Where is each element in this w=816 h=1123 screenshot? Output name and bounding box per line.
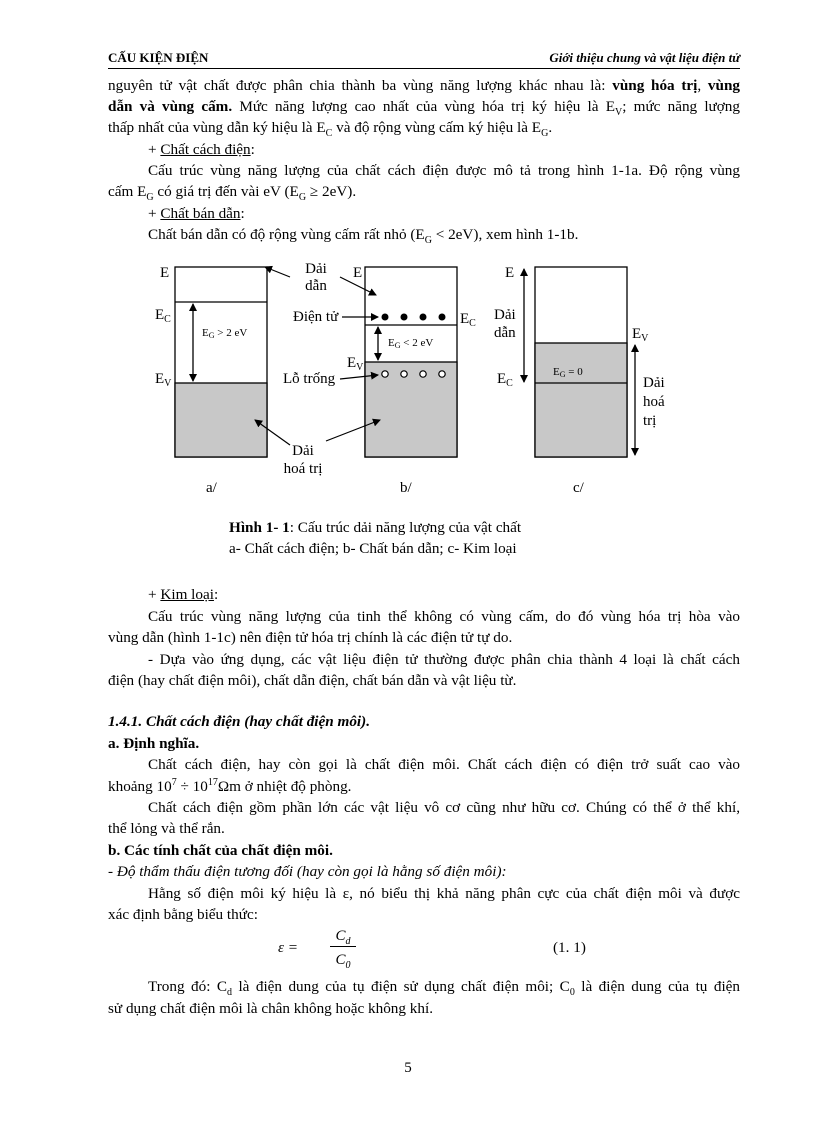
panel-a-e-label: E bbox=[160, 265, 170, 281]
header-right: Giới thiệu chung và vật liệu điện tử bbox=[549, 50, 740, 65]
electron-dot bbox=[382, 314, 389, 321]
panel-c-valence-label: trị bbox=[643, 413, 657, 429]
panel-a-valence-band bbox=[175, 383, 267, 457]
conduction-band-label: Dải bbox=[305, 261, 327, 277]
panel-a-caption: a/ bbox=[206, 480, 217, 496]
page-number: 5 bbox=[404, 1060, 412, 1076]
electron-dot bbox=[439, 314, 446, 321]
metal-heading: + Kim loại: bbox=[148, 586, 219, 603]
equation-lhs: ε = bbox=[278, 939, 299, 956]
panel-a-gap-label: EG > 2 eV bbox=[202, 327, 248, 340]
para1-line3: thấp nhất của vùng dẫn ký hiệu là $E_C$ và độ rộng vùng cấm ký hiệu là $E_G$. bbox=[108, 119, 553, 140]
section-b-line2: xác định bằng biểu thức: bbox=[108, 906, 258, 923]
section-a-line3: Chất cách điện gồm phần lớn các vật liệu vô cơ cũng như hữu cơ. Chúng có thể ở thể khí, bbox=[148, 799, 740, 816]
section-a-line2: khoảng $10^7 \div 10^{17}\Omega m$ ở nhiệt độ phòng. bbox=[108, 776, 352, 795]
valence-band-label: hoá trị bbox=[283, 461, 323, 477]
conduction-arrow-a bbox=[265, 267, 290, 277]
hole-dot bbox=[401, 371, 407, 377]
electron-label: Điện tử bbox=[293, 309, 339, 325]
semiconductor-heading: + Chất bán dẫn: bbox=[148, 205, 245, 222]
panel-a-ec-label: $E_C$ bbox=[155, 307, 171, 325]
conduction-band-label: dẫn bbox=[305, 278, 327, 294]
section-b-heading: b. Các tính chất của chất điện môi. bbox=[108, 842, 333, 859]
section-title: 1.4.1. Chất cách điện (hay chất điện môi). bbox=[108, 713, 370, 730]
figure-caption-line1: Hình 1- 1: Cấu trúc dải năng lượng của vật chất bbox=[229, 519, 522, 536]
section-b-line1: Hằng số điện môi ký hiệu là ε, nó biểu thị khả năng phân cực của chất điện môi và được bbox=[148, 885, 740, 902]
panel-c-ev-label: $E_V$ bbox=[632, 326, 649, 344]
where-line1: Trong đó: $C_d$ là điện dung của tụ điện sử dụng chất điện môi; $C_0$ là điện dung của tụ điện bbox=[148, 978, 740, 999]
metal-line4: điện (hay chất điện môi), chất dẫn điện, chất bán dẫn và vật liệu từ. bbox=[108, 672, 517, 689]
panel-b-gap-label: EG < 2 eV bbox=[388, 337, 434, 350]
metal-line2: vùng dẫn (hình 1-1c) nên điện tử hóa trị chính là các điện tử tự do. bbox=[108, 629, 513, 646]
metal-line3: - Dựa vào ứng dụng, các vật liệu điện tử thường được phân chia thành 4 loại là chất cách bbox=[148, 651, 740, 668]
panel-c-ec-label: $E_C$ bbox=[497, 371, 513, 389]
figure-caption-line2: a- Chất cách điện; b- Chất bán dẫn; c- Kim loại bbox=[229, 540, 517, 557]
section-b-subheading: - Độ thẩm thấu điện tương đối (hay còn gọi là hằng số điện môi): bbox=[108, 863, 507, 880]
semiconductor-line1: Chất bán dẫn có độ rộng vùng cấm rất nhỏ $(E_G < 2eV)$, xem hình 1-1b. bbox=[148, 226, 579, 247]
section-a-line4: thể lỏng và thể rắn. bbox=[108, 820, 225, 837]
hole-label: Lỗ trống bbox=[283, 371, 336, 387]
page-header bbox=[108, 50, 740, 69]
panel-c-valence-band bbox=[535, 343, 627, 457]
panel-c-conduction-label: Dải bbox=[494, 307, 516, 323]
panel-b-e-label: E bbox=[353, 265, 363, 281]
panel-a-ev-label: $E_V$ bbox=[155, 371, 172, 389]
panel-c-gap-label: EG = 0 bbox=[553, 366, 583, 379]
electron-dot bbox=[420, 314, 427, 321]
equation-denominator: $C_0$ bbox=[335, 952, 351, 971]
valence-band-label: Dải bbox=[292, 443, 314, 459]
panel-c-valence-label: hoá bbox=[643, 394, 665, 410]
insulator-heading: + Chất cách điện: bbox=[148, 141, 255, 158]
panel-b bbox=[347, 265, 476, 496]
insulator-line1: Cấu trúc vùng năng lượng của chất cách điện được mô tả trong hình 1-1a. Độ rộng vùng bbox=[148, 162, 740, 179]
panel-c-valence-label: Dải bbox=[643, 375, 665, 391]
electron-dot bbox=[401, 314, 408, 321]
section-a-line1: Chất cách điện, hay còn gọi là chất điện môi. Chất cách điện có điện trở suất cao vào bbox=[148, 756, 740, 773]
panel-b-ec-label: $E_C$ bbox=[460, 311, 476, 329]
hole-dot bbox=[420, 371, 426, 377]
insulator-line2: cấm $E_G$ có giá trị đến vài eV $(E_G \ge 2eV)$. bbox=[108, 183, 357, 204]
equation-number: (1. 1) bbox=[553, 939, 586, 956]
panel-b-caption: b/ bbox=[400, 480, 412, 496]
header-left: CẤU KIỆN ĐIỆN bbox=[108, 50, 209, 65]
para1-line1: nguyên tử vật chất được phân chia thành ba vùng năng lượng khác nhau là: vùng hóa trị, vùng bbox=[108, 77, 740, 94]
panel-a bbox=[155, 265, 267, 496]
equation-numerator: $C_d$ bbox=[330, 926, 356, 947]
hole-dot bbox=[439, 371, 445, 377]
hole-dot bbox=[382, 371, 388, 377]
panel-c-conduction-label: dẫn bbox=[494, 325, 516, 341]
panel-c-e-label: E bbox=[505, 265, 515, 281]
panel-c-caption: c/ bbox=[573, 480, 584, 496]
where-line2: sử dụng chất điện môi là chân không hoặc không khí. bbox=[108, 1000, 433, 1017]
panel-b-ev-label: $E_V$ bbox=[347, 355, 364, 373]
panel-c bbox=[494, 265, 665, 496]
energy-band-figure bbox=[140, 255, 680, 505]
metal-line1: Cấu trúc vùng năng lượng của tinh thể không có vùng cấm, do đó vùng hóa trị hòa vào bbox=[148, 608, 740, 625]
section-a-heading: a. Định nghĩa. bbox=[108, 735, 200, 752]
para1-line2: dẫn và vùng cấm. Mức năng lượng cao nhất của vùng hóa trị ký hiệu là $E_V$; mức năng lượng bbox=[108, 98, 740, 119]
